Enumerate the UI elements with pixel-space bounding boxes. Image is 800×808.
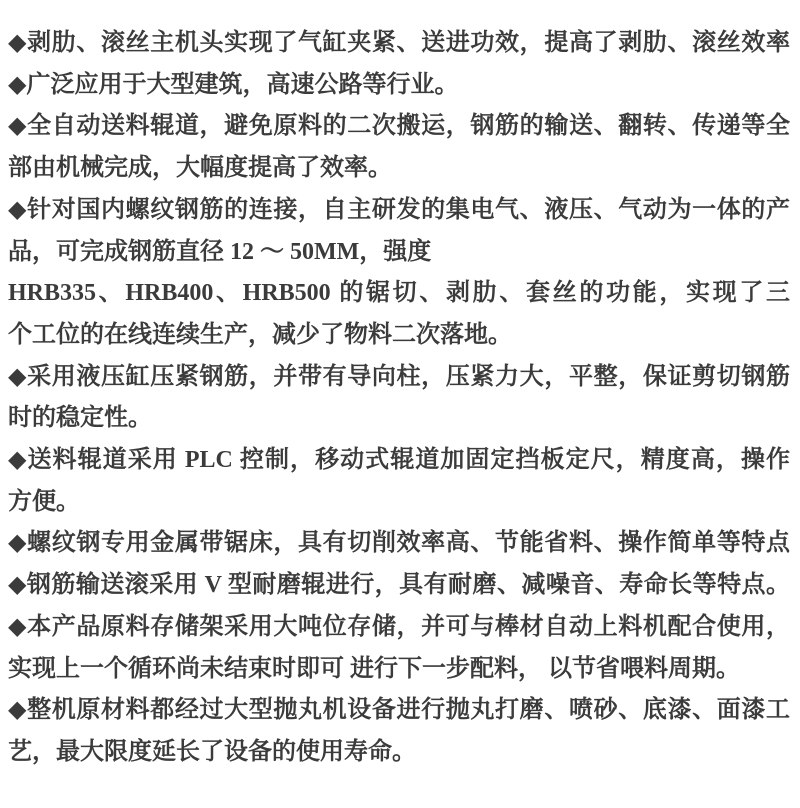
feature-line: 部由机械完成，大幅度提高了效率。: [8, 155, 392, 182]
feature-line: 实现上一个循环尚未结束时即可 进行下一步配料， 以节省喂料周期。: [8, 655, 740, 682]
feature-line: 时的稳定性。: [8, 405, 152, 432]
feature-line: ◆广泛应用于大型建筑，高速公路等行业。: [8, 71, 459, 98]
feature-item-v-roller: [8, 565, 790, 607]
feature-item-band-saw: [8, 523, 790, 565]
feature-line: ◆钢筋输送滚采用 V 型耐磨辊进行，具有耐磨、减噪音、寿命长等特点。: [8, 572, 790, 599]
feature-line: HRB335、HRB400、HRB500 的锯切、剥肋、套丝的功能，实现了三: [8, 280, 790, 307]
feature-item-applications: [8, 65, 790, 107]
feature-line: ◆针对国内螺纹钢筋的连接，自主研发的集电气、液压、气动为一体的产: [8, 196, 790, 223]
feature-line: 艺，最大限度延长了设备的使用寿命。: [8, 738, 416, 765]
feature-line: ◆剥肋、滚丝主机头实现了气缸夹紧、送进功效，提高了剥肋、滚丝效率: [8, 30, 790, 56]
feature-line: 方便。: [8, 488, 80, 515]
feature-line: ◆螺纹钢专用金属带锯床，具有切削效率高、节能省料、操作简单等特点: [8, 530, 790, 557]
feature-item-shot-blasting: [8, 690, 790, 773]
feature-line: ◆全自动送料辊道，避免原料的二次搬运，钢筋的输送、翻转、传递等全: [8, 113, 790, 140]
feature-line: 个工位的在线连续生产，减少了物料二次落地。: [8, 321, 512, 348]
feature-line: ◆送料辊道采用 PLC 控制，移动式辊道加固定挡板定尺，精度高，操作: [8, 447, 790, 474]
feature-item-rib-stripping: [8, 23, 790, 65]
feature-line: ◆整机原材料都经过大型抛丸机设备进行抛丸打磨、喷砂、底漆、面漆工: [8, 697, 790, 724]
feature-line: 品，可完成钢筋直径 12 ～ 50MM，强度: [8, 238, 432, 265]
feature-line: ◆本产品原料存储架采用大吨位存储，并可与棒材自动上料机配合使用，: [8, 613, 790, 640]
feature-item-storage-rack: [8, 607, 790, 690]
feature-item-plc-control: [8, 440, 790, 523]
feature-item-rebar-connection: [8, 190, 790, 357]
feature-item-auto-roller: [8, 106, 790, 189]
feature-line: ◆采用液压缸压紧钢筋，并带有导向柱，压紧力大，平整，保证剪切钢筋: [8, 363, 790, 390]
feature-item-hydraulic-clamp: [8, 357, 790, 440]
